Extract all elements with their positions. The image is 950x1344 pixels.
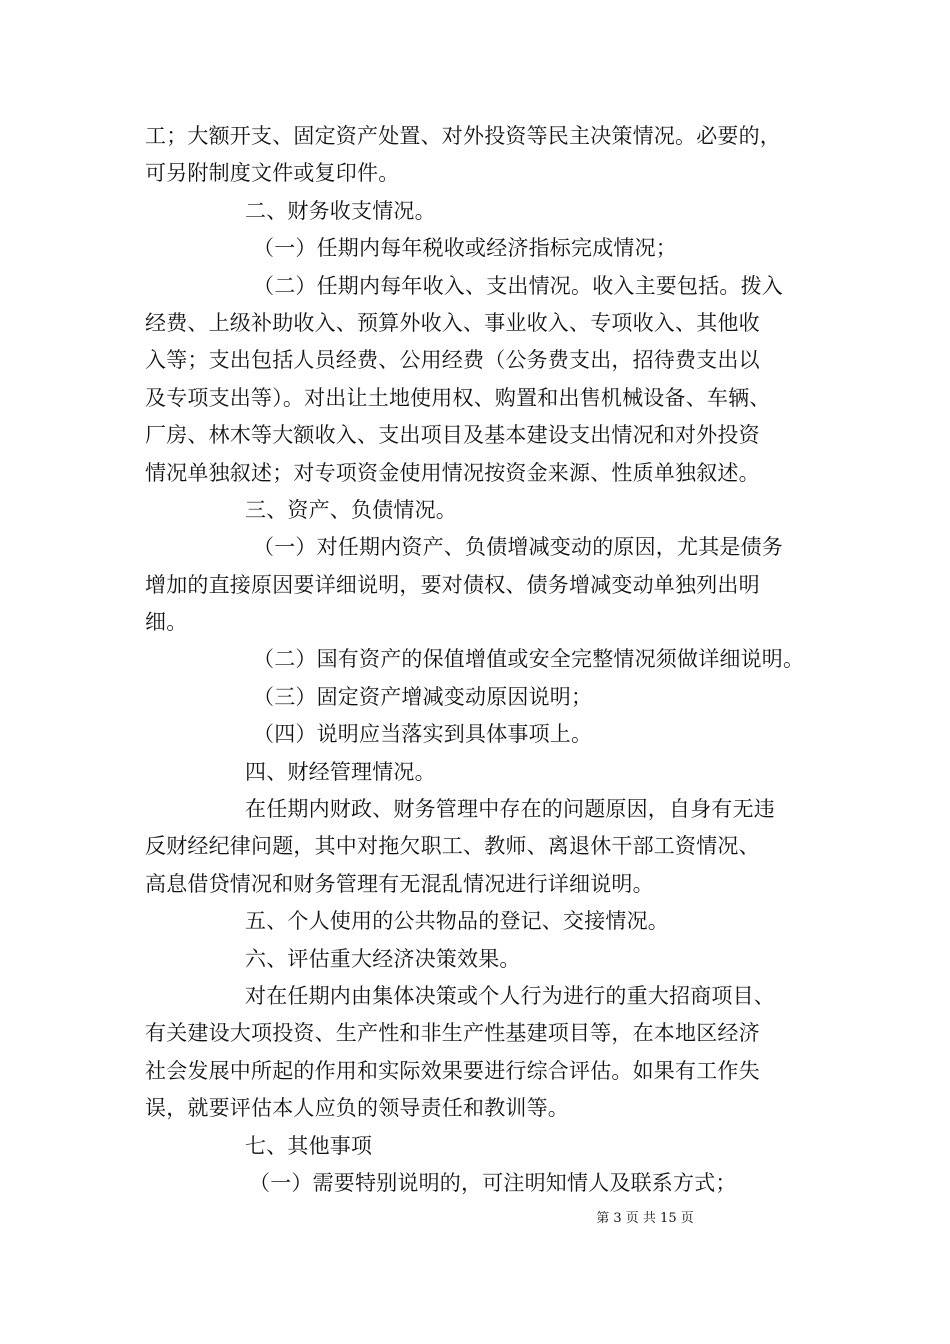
subsection-line: （二）任期内每年收入、支出情况。收入主要包括。拨入 (253, 273, 783, 298)
paragraph-start: 对在任期内由集体决策或个人行为进行的重大招商项目、 (245, 983, 775, 1008)
subsection-line: （三）固定资产增减变动原因说明； (253, 684, 593, 709)
subsection-line: （二）国有资产的保值增值或安全完整情况须做详细说明。 (253, 647, 805, 672)
subsection-line: （一）需要特别说明的，可注明知情人及联系方式； (249, 1170, 737, 1195)
paragraph-start: 在任期内财政、财务管理中存在的问题原因，自身有无违 (245, 797, 775, 822)
body-line: 入等；支出包括人员经费、公用经费（公务费支出，招待费支出以 (145, 348, 760, 373)
body-line: 有关建设大项投资、生产性和非生产性基建项目等，在本地区经济 (145, 1021, 760, 1046)
body-line: 高息借贷情况和财务管理有无混乱情况进行详细说明。 (145, 871, 654, 896)
body-line: 及专项支出等）。对出让土地使用权、购置和出售机械设备、车辆、 (145, 385, 771, 410)
body-line: 社会发展中所起的作用和实际效果要进行综合评估。如果有工作失 (145, 1058, 760, 1083)
body-line: 误，就要评估本人应负的领导责任和教训等。 (145, 1096, 569, 1121)
subsection-line: （一）任期内每年税收或经济指标完成情况； (253, 236, 677, 261)
section-heading: 二、财务收支情况。 (245, 198, 436, 223)
body-line: 细。 (145, 610, 188, 635)
body-line: 工；大额开支、固定资产处置、对外投资等民主决策情况。必要的， (145, 124, 781, 148)
body-line: 情况单独叙述；对专项资金使用情况按资金来源、性质单独叙述。 (145, 460, 760, 485)
body-line: 反财经纪律问题，其中对拖欠职工、教师、离退休干部工资情况、 (145, 834, 760, 859)
section-heading: 五、个人使用的公共物品的登记、交接情况。 (245, 909, 669, 934)
body-line: 可另附制度文件或复印件。 (145, 161, 400, 186)
page-footer: 第 3 页 共 15 页 (596, 1211, 694, 1226)
body-line: 经费、上级补助收入、预算外收入、事业收入、专项收入、其他收 (145, 310, 760, 335)
section-heading: 七、其他事项 (245, 1133, 373, 1158)
body-line: 增加的直接原因要详细说明，要对债权、债务增减变动单独列出明 (145, 572, 760, 597)
document-body (145, 118, 835, 1202)
body-line: 厂房、林木等大额收入、支出项目及基本建设支出情况和对外投资 (145, 423, 760, 448)
subsection-line: （一）对任期内资产、负债增减变动的原因，尤其是债务 (253, 535, 783, 560)
section-heading: 四、财经管理情况。 (245, 759, 436, 784)
section-heading: 三、资产、负债情况。 (245, 497, 457, 522)
section-heading: 六、评估重大经济决策效果。 (245, 946, 521, 971)
subsection-line: （四）说明应当落实到具体事项上。 (253, 722, 593, 747)
